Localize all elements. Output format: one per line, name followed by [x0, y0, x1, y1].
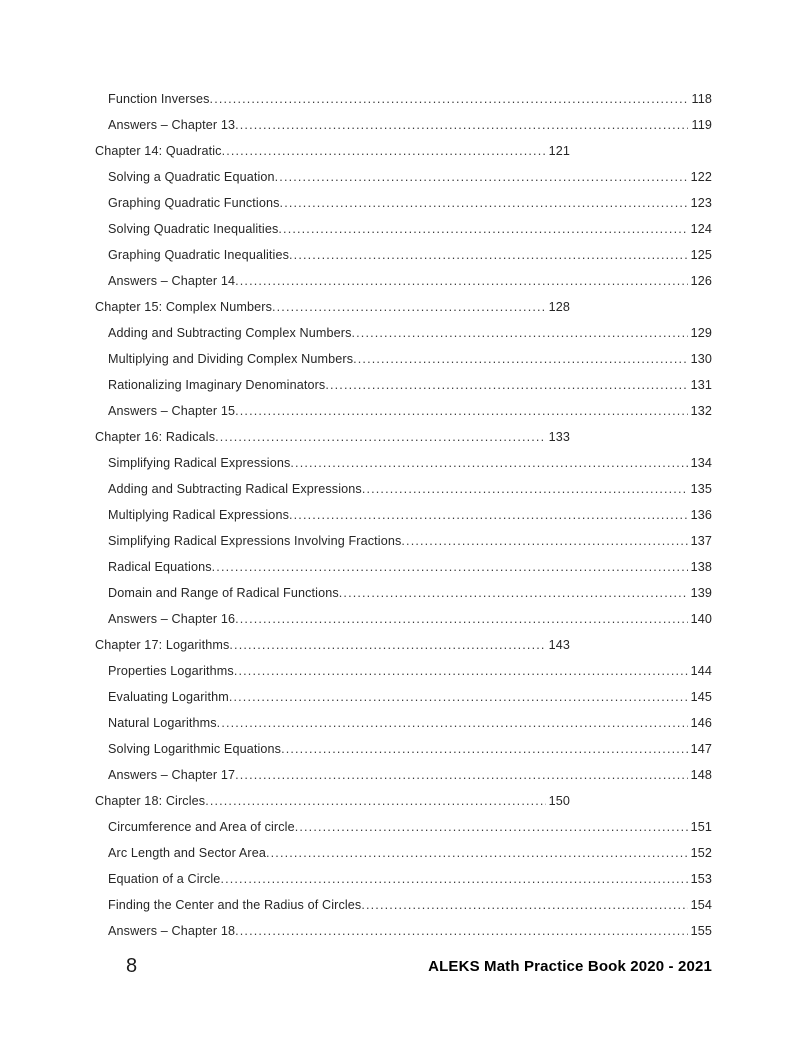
- dot-leader: [205, 788, 546, 814]
- footer-page-number: 8: [126, 955, 138, 977]
- toc-entry-title: Adding and Subtracting Radical Expressions: [108, 482, 362, 496]
- dot-leader: [278, 216, 688, 242]
- dot-leader: [290, 450, 688, 476]
- toc-entry-page-number: 119: [691, 118, 712, 132]
- dot-leader: [229, 632, 546, 658]
- toc-entry-page-number: 139: [690, 586, 712, 600]
- dot-leader: [222, 138, 546, 164]
- toc-entry-row[interactable]: [0, 476, 808, 502]
- footer-book-title: ALEKS Math Practice Book 2020 - 2021: [428, 958, 712, 975]
- toc-entry-row[interactable]: [0, 372, 808, 398]
- toc-entry-title: Simplifying Radical Expressions Involving Fractions: [108, 534, 402, 548]
- toc-entry-title: Solving a Quadratic Equation: [108, 170, 275, 184]
- toc-entry-page-number: 125: [690, 248, 712, 262]
- toc-entry-page-number: 122: [690, 170, 712, 184]
- toc-entry-page-number: 140: [690, 612, 712, 626]
- table-of-contents-list: [0, 86, 808, 944]
- toc-entry-title: Multiplying Radical Expressions: [108, 508, 289, 522]
- toc-entry-title: Answers – Chapter 16: [108, 612, 236, 626]
- toc-entry-title: Chapter 16: Radicals: [95, 430, 216, 444]
- toc-entry-row[interactable]: [0, 762, 808, 788]
- toc-entry-page-number: 153: [690, 872, 712, 886]
- toc-entry-title: Chapter 15: Complex Numbers: [95, 300, 272, 314]
- toc-entry-title: Graphing Quadratic Inequalities: [108, 248, 290, 262]
- toc-entry-page-number: 137: [690, 534, 712, 548]
- dot-leader: [235, 762, 688, 788]
- toc-entry-title: Chapter 17: Logarithms: [95, 638, 230, 652]
- toc-entry-row[interactable]: [0, 710, 808, 736]
- toc-chapter-row[interactable]: [0, 788, 808, 814]
- toc-entry-title: Equation of a Circle: [108, 872, 221, 886]
- dot-leader: [235, 606, 688, 632]
- toc-entry-title: Properties Logarithms: [108, 664, 234, 678]
- dot-leader: [325, 372, 688, 398]
- toc-entry-title: Radical Equations: [108, 560, 212, 574]
- dot-leader: [235, 112, 688, 138]
- toc-entry-title: Finding the Center and the Radius of Circles: [108, 898, 362, 912]
- toc-entry-title: Function Inverses: [108, 92, 210, 106]
- dot-leader: [235, 918, 688, 944]
- dot-leader: [212, 554, 688, 580]
- toc-entry-row[interactable]: [0, 242, 808, 268]
- dot-leader: [215, 424, 546, 450]
- dot-leader: [289, 502, 688, 528]
- toc-entry-title: Answers – Chapter 17: [108, 768, 236, 782]
- dot-leader: [235, 398, 688, 424]
- toc-entry-title: Simplifying Radical Expressions: [108, 456, 291, 470]
- toc-entry-title: Natural Logarithms: [108, 716, 217, 730]
- dot-leader: [275, 164, 688, 190]
- toc-entry-page-number: 146: [690, 716, 712, 730]
- toc-entry-title: Answers – Chapter 18: [108, 924, 236, 938]
- toc-entry-page-number: 130: [690, 352, 712, 366]
- toc-entry-page-number: 155: [690, 924, 712, 938]
- toc-entry-title: Solving Quadratic Inequalities: [108, 222, 279, 236]
- toc-entry-title: Graphing Quadratic Functions: [108, 196, 280, 210]
- dot-leader: [217, 710, 688, 736]
- toc-entry-title: Chapter 18: Circles: [95, 794, 206, 808]
- toc-entry-title: Answers – Chapter 14: [108, 274, 236, 288]
- toc-entry-page-number: 144: [690, 664, 712, 678]
- toc-entry-page-number: 135: [690, 482, 712, 496]
- dot-leader: [210, 86, 688, 112]
- dot-leader: [361, 892, 688, 918]
- dot-leader: [352, 320, 689, 346]
- toc-entry-page-number: 145: [690, 690, 712, 704]
- toc-entry-title: Answers – Chapter 13: [108, 118, 236, 132]
- toc-entry-page-number: 126: [690, 274, 712, 288]
- toc-entry-row[interactable]: [0, 658, 808, 684]
- toc-entry-title: Rationalizing Imaginary Denominators: [108, 378, 326, 392]
- toc-entry-row[interactable]: [0, 320, 808, 346]
- dot-leader: [280, 190, 688, 216]
- toc-entry-page-number: 136: [690, 508, 712, 522]
- toc-entry-row[interactable]: [0, 892, 808, 918]
- toc-entry-page-number: 128: [548, 300, 570, 314]
- toc-entry-title: Arc Length and Sector Area: [108, 846, 266, 860]
- toc-entry-row[interactable]: [0, 528, 808, 554]
- toc-entry-row[interactable]: [0, 346, 808, 372]
- toc-entry-title: Evaluating Logarithm: [108, 690, 229, 704]
- toc-entry-row[interactable]: [0, 814, 808, 840]
- toc-entry-title: Solving Logarithmic Equations: [108, 742, 282, 756]
- dot-leader: [353, 346, 688, 372]
- dot-leader: [281, 736, 688, 762]
- toc-entry-row[interactable]: [0, 190, 808, 216]
- toc-entry-title: Adding and Subtracting Complex Numbers: [108, 326, 352, 340]
- dot-leader: [339, 580, 688, 606]
- toc-entry-row[interactable]: [0, 398, 808, 424]
- toc-entry-row[interactable]: [0, 684, 808, 710]
- toc-entry-page-number: 121: [548, 144, 570, 158]
- dot-leader: [266, 840, 688, 866]
- toc-chapter-row[interactable]: [0, 294, 808, 320]
- toc-entry-row[interactable]: [0, 268, 808, 294]
- toc-entry-page-number: 147: [690, 742, 712, 756]
- toc-chapter-row[interactable]: [0, 632, 808, 658]
- toc-entry-page-number: 123: [690, 196, 712, 210]
- toc-entry-title: Domain and Range of Radical Functions: [108, 586, 339, 600]
- toc-entry-row[interactable]: [0, 164, 808, 190]
- toc-entry-row[interactable]: [0, 216, 808, 242]
- toc-entry-page-number: 152: [690, 846, 712, 860]
- dot-leader: [229, 684, 688, 710]
- toc-entry-row[interactable]: [0, 580, 808, 606]
- toc-entry-title: Circumference and Area of circle: [108, 820, 295, 834]
- toc-entry-row[interactable]: [0, 840, 808, 866]
- toc-entry-page-number: 118: [691, 92, 712, 106]
- toc-entry-page-number: 138: [690, 560, 712, 574]
- toc-entry-row[interactable]: [0, 112, 808, 138]
- dot-leader: [295, 814, 688, 840]
- toc-entry-page-number: 151: [690, 820, 712, 834]
- dot-leader: [220, 866, 688, 892]
- toc-chapter-row[interactable]: [0, 138, 808, 164]
- toc-entry-row[interactable]: [0, 450, 808, 476]
- toc-entry-title: Multiplying and Dividing Complex Numbers: [108, 352, 354, 366]
- toc-entry-page-number: 134: [690, 456, 712, 470]
- toc-entry-row[interactable]: [0, 554, 808, 580]
- toc-chapter-row[interactable]: [0, 424, 808, 450]
- toc-entry-page-number: 150: [548, 794, 570, 808]
- toc-entry-row[interactable]: [0, 606, 808, 632]
- dot-leader: [401, 528, 688, 554]
- dot-leader: [272, 294, 546, 320]
- toc-entry-page-number: 132: [690, 404, 712, 418]
- dot-leader: [362, 476, 688, 502]
- toc-entry-title: Chapter 14: Quadratic: [95, 144, 222, 158]
- toc-entry-page-number: 148: [690, 768, 712, 782]
- toc-entry-row[interactable]: [0, 918, 808, 944]
- toc-entry-page-number: 154: [690, 898, 712, 912]
- toc-entry-page-number: 124: [690, 222, 712, 236]
- toc-entry-row[interactable]: [0, 86, 808, 112]
- toc-entry-title: Answers – Chapter 15: [108, 404, 236, 418]
- toc-entry-row[interactable]: [0, 502, 808, 528]
- dot-leader: [234, 658, 688, 684]
- toc-entry-page-number: 129: [690, 326, 712, 340]
- toc-entry-page-number: 131: [690, 378, 712, 392]
- toc-entry-row[interactable]: [0, 736, 808, 762]
- toc-entry-page-number: 143: [548, 638, 570, 652]
- dot-leader: [289, 242, 688, 268]
- page-footer: [0, 952, 808, 986]
- toc-entry-page-number: 133: [548, 430, 570, 444]
- dot-leader: [235, 268, 688, 294]
- toc-entry-row[interactable]: [0, 866, 808, 892]
